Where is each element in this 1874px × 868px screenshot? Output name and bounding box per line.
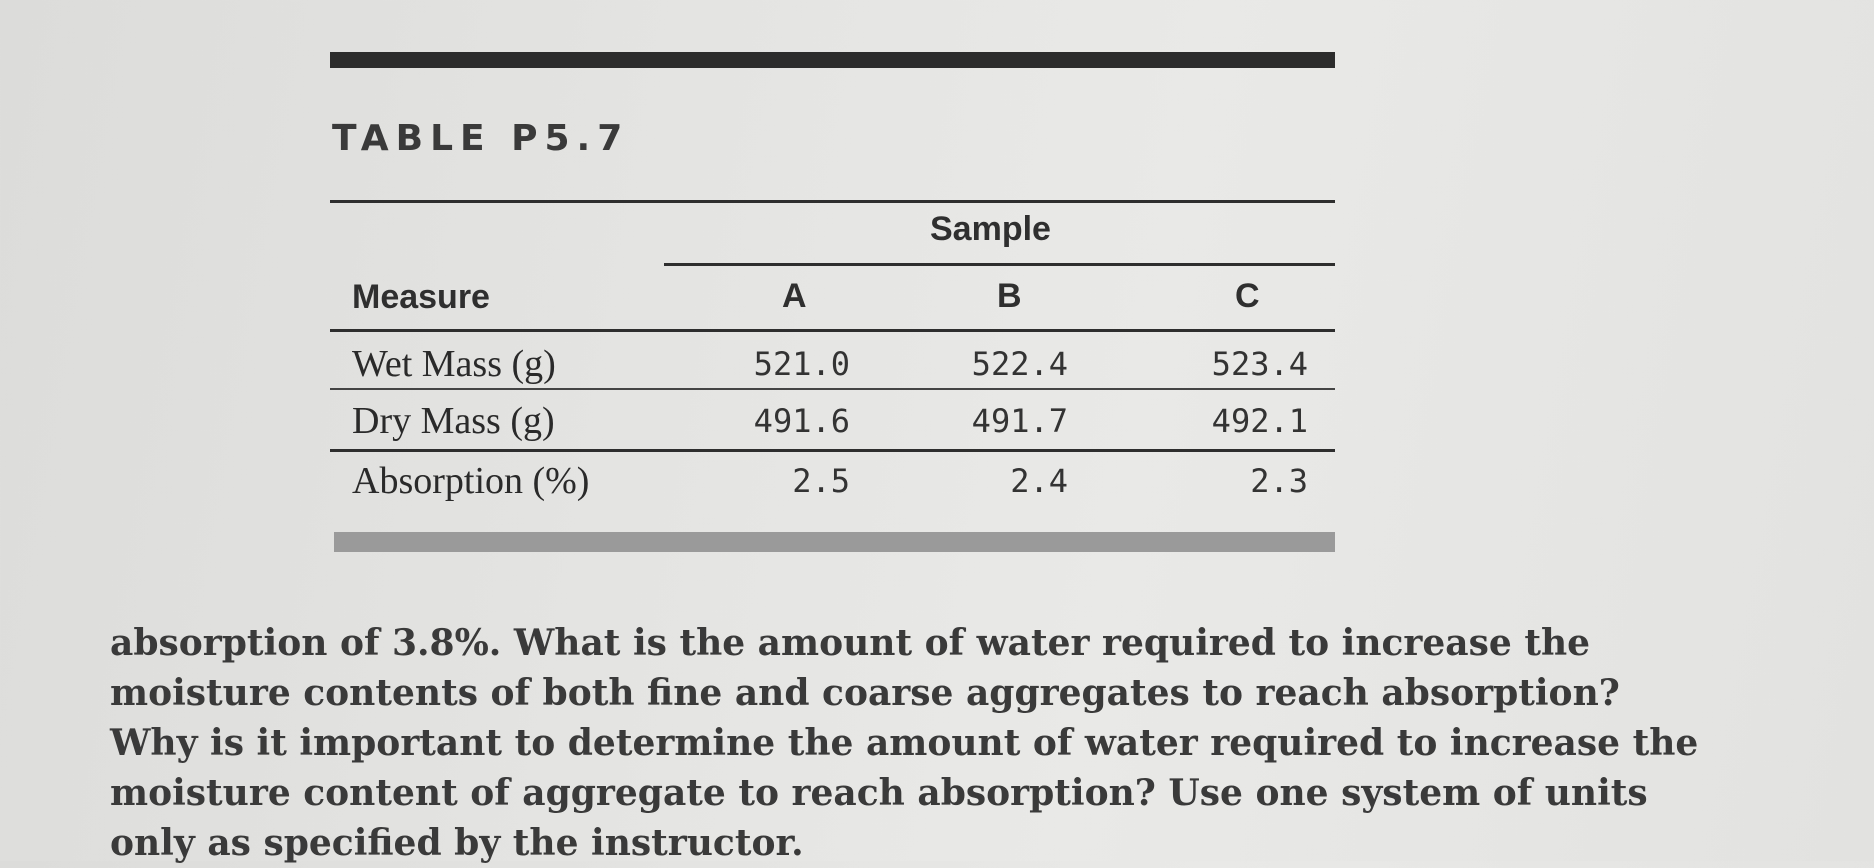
cell-dry-mass-c: 492.1 [1211, 402, 1308, 440]
row-label-wet-mass: Wet Mass (g) [352, 343, 556, 385]
question-line: only as specified by the instructor. [110, 822, 804, 864]
table-title: TABLE P5.7 [332, 118, 630, 159]
cell-dry-mass-a: 491.6 [753, 402, 850, 440]
cell-dry-mass-b: 491.7 [971, 402, 1068, 440]
question-line: moisture content of aggregate to reach absorption? Use one system of units [110, 772, 1648, 814]
cell-wet-mass-c: 523.4 [1211, 345, 1308, 383]
header-top-rule [330, 200, 1335, 203]
table-bottom-rule [334, 532, 1335, 552]
table-top-rule [330, 52, 1335, 68]
header-bottom-rule [330, 329, 1335, 332]
cell-absorption-c: 2.3 [1250, 462, 1308, 500]
cell-wet-mass-a: 521.0 [753, 345, 850, 383]
row-divider [330, 449, 1335, 452]
row-label-absorption: Absorption (%) [352, 460, 590, 502]
cell-absorption-a: 2.5 [792, 462, 850, 500]
question-paragraph [110, 618, 1699, 868]
row-divider [330, 388, 1335, 390]
cell-absorption-b: 2.4 [1010, 462, 1068, 500]
question-line: Why is it important to determine the amount of water required to increase the [110, 722, 1699, 764]
column-header-a: A [782, 277, 807, 315]
sample-group-header: Sample [930, 210, 1051, 248]
cell-wet-mass-b: 522.4 [971, 345, 1068, 383]
column-header-measure: Measure [352, 278, 490, 316]
row-label-dry-mass: Dry Mass (g) [352, 400, 555, 442]
column-header-b: B [997, 277, 1022, 315]
question-line: moisture contents of both fine and coarse aggregates to reach absorption? [110, 672, 1620, 714]
column-header-c: C [1235, 277, 1260, 315]
question-line: absorption of 3.8%. What is the amount of water required to increase the [110, 622, 1591, 664]
sample-group-rule [664, 263, 1335, 266]
